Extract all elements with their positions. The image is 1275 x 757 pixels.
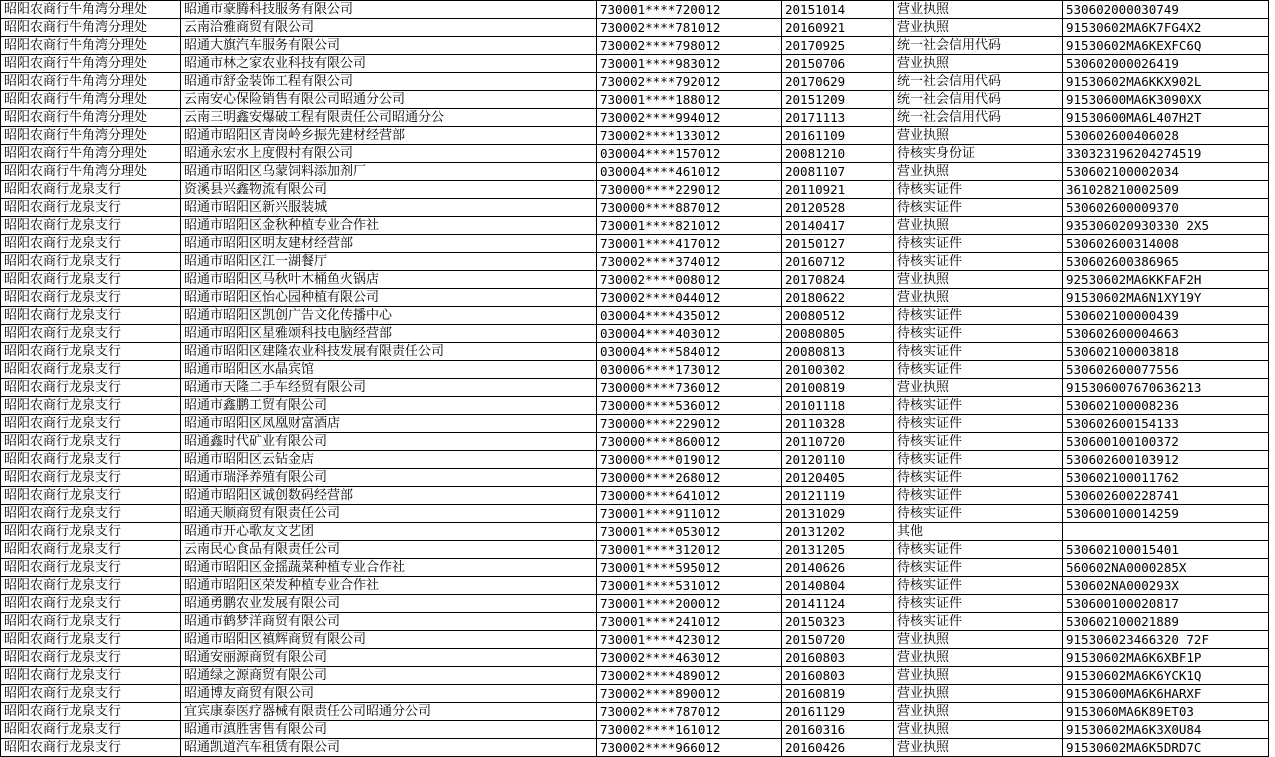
certificate-number-cell[interactable]: 530602100008236 bbox=[1063, 397, 1269, 415]
certificate-type-cell[interactable]: 待核实证件 bbox=[894, 487, 1063, 505]
company-name-cell[interactable]: 昭通市昭阳区云钻金店 bbox=[181, 451, 597, 469]
certificate-type-cell[interactable]: 营业执照 bbox=[894, 721, 1063, 739]
account-number-cell[interactable]: 730000****887012 bbox=[597, 199, 782, 217]
account-number-cell[interactable]: 730001****983012 bbox=[597, 55, 782, 73]
certificate-number-cell[interactable]: 91530602MA6KKX902L bbox=[1063, 73, 1269, 91]
company-name-cell[interactable]: 资溪县兴鑫物流有限公司 bbox=[181, 181, 597, 199]
account-number-cell[interactable]: 730000****019012 bbox=[597, 451, 782, 469]
open-date-cell[interactable]: 20160712 bbox=[782, 253, 894, 271]
certificate-type-cell[interactable]: 待核实证件 bbox=[894, 325, 1063, 343]
certificate-number-cell[interactable]: 560602NA0000285X bbox=[1063, 559, 1269, 577]
branch-cell[interactable]: 昭阳农商行龙泉支行 bbox=[1, 199, 181, 217]
certificate-type-cell[interactable]: 营业执照 bbox=[894, 163, 1063, 181]
company-name-cell[interactable]: 昭通市昭阳区江一湖餐厅 bbox=[181, 253, 597, 271]
branch-cell[interactable]: 昭阳农商行龙泉支行 bbox=[1, 253, 181, 271]
open-date-cell[interactable]: 20161129 bbox=[782, 703, 894, 721]
table-row bbox=[1, 559, 1269, 577]
company-name-cell[interactable]: 昭通市昭阳区青岗岭乡振先建材经营部 bbox=[181, 127, 597, 145]
certificate-number-cell[interactable]: 91530602MA6K6XBF1P bbox=[1063, 649, 1269, 667]
certificate-number-cell[interactable]: 530602600386965 bbox=[1063, 253, 1269, 271]
company-name-cell[interactable]: 昭通市昭阳区金秋种植专业合作社 bbox=[181, 217, 597, 235]
branch-cell[interactable]: 昭阳农商行龙泉支行 bbox=[1, 343, 181, 361]
branch-cell[interactable]: 昭阳农商行龙泉支行 bbox=[1, 289, 181, 307]
open-date-cell[interactable]: 20150720 bbox=[782, 631, 894, 649]
account-number-cell[interactable]: 730000****641012 bbox=[597, 487, 782, 505]
table-row bbox=[1, 451, 1269, 469]
certificate-number-cell[interactable]: 330323196204274519 bbox=[1063, 145, 1269, 163]
branch-cell[interactable]: 昭阳农商行龙泉支行 bbox=[1, 217, 181, 235]
branch-cell[interactable]: 昭阳农商行牛角湾分理处 bbox=[1, 1, 181, 19]
account-number-cell[interactable]: 730002****489012 bbox=[597, 667, 782, 685]
account-number-cell[interactable]: 730001****911012 bbox=[597, 505, 782, 523]
branch-cell[interactable]: 昭阳农商行牛角湾分理处 bbox=[1, 73, 181, 91]
table-row bbox=[1, 487, 1269, 505]
company-name-cell[interactable]: 昭通市瑞泽养殖有限公司 bbox=[181, 469, 597, 487]
certificate-number-cell[interactable]: 915306023466320 72F bbox=[1063, 631, 1269, 649]
certificate-number-cell[interactable]: 530602600077556 bbox=[1063, 361, 1269, 379]
certificate-type-cell[interactable]: 待核实证件 bbox=[894, 307, 1063, 325]
account-number-cell[interactable]: 730000****860012 bbox=[597, 433, 782, 451]
open-date-cell[interactable]: 20080813 bbox=[782, 343, 894, 361]
table-row bbox=[1, 595, 1269, 613]
account-number-cell[interactable]: 730001****053012 bbox=[597, 523, 782, 541]
open-date-cell[interactable]: 20151014 bbox=[782, 1, 894, 19]
certificate-type-cell[interactable]: 待核实身份证 bbox=[894, 145, 1063, 163]
branch-cell[interactable]: 昭阳农商行龙泉支行 bbox=[1, 595, 181, 613]
table-row bbox=[1, 739, 1269, 757]
open-date-cell[interactable]: 20081210 bbox=[782, 145, 894, 163]
certificate-number-cell[interactable]: 530602600103912 bbox=[1063, 451, 1269, 469]
branch-cell[interactable]: 昭阳农商行龙泉支行 bbox=[1, 181, 181, 199]
account-number-cell[interactable]: 730001****188012 bbox=[597, 91, 782, 109]
account-number-cell[interactable]: 730000****229012 bbox=[597, 415, 782, 433]
open-date-cell[interactable]: 20101118 bbox=[782, 397, 894, 415]
certificate-number-cell[interactable]: 530602100011762 bbox=[1063, 469, 1269, 487]
company-name-cell[interactable]: 云南安心保险销售有限公司昭通分公司 bbox=[181, 91, 597, 109]
branch-cell[interactable]: 昭阳农商行龙泉支行 bbox=[1, 649, 181, 667]
table-row bbox=[1, 163, 1269, 181]
open-date-cell[interactable]: 20140804 bbox=[782, 577, 894, 595]
certificate-number-cell[interactable]: 530602100015401 bbox=[1063, 541, 1269, 559]
open-date-cell[interactable]: 20170925 bbox=[782, 37, 894, 55]
table-row bbox=[1, 217, 1269, 235]
certificate-number-cell[interactable]: 91530602MA6K7FG4X2 bbox=[1063, 19, 1269, 37]
company-name-cell[interactable]: 昭通市林之家农业科技有限公司 bbox=[181, 55, 597, 73]
open-date-cell[interactable]: 20160803 bbox=[782, 649, 894, 667]
branch-cell[interactable]: 昭阳农商行龙泉支行 bbox=[1, 379, 181, 397]
certificate-type-cell[interactable]: 待核实证件 bbox=[894, 415, 1063, 433]
certificate-type-cell[interactable]: 营业执照 bbox=[894, 703, 1063, 721]
certificate-number-cell[interactable]: 91530600MA6L407H2T bbox=[1063, 109, 1269, 127]
branch-cell[interactable]: 昭阳农商行龙泉支行 bbox=[1, 505, 181, 523]
branch-cell[interactable]: 昭阳农商行龙泉支行 bbox=[1, 613, 181, 631]
table-row bbox=[1, 577, 1269, 595]
company-name-cell[interactable]: 云南民心食品有限责任公司 bbox=[181, 541, 597, 559]
branch-cell[interactable]: 昭阳农商行牛角湾分理处 bbox=[1, 37, 181, 55]
certificate-type-cell[interactable]: 统一社会信用代码 bbox=[894, 37, 1063, 55]
certificate-number-cell[interactable]: 915306007670636213 bbox=[1063, 379, 1269, 397]
branch-cell[interactable]: 昭阳农商行龙泉支行 bbox=[1, 523, 181, 541]
certificate-number-cell[interactable]: 361028210002509 bbox=[1063, 181, 1269, 199]
certificate-number-cell[interactable]: 935306020930330 2X5 bbox=[1063, 217, 1269, 235]
certificate-type-cell[interactable]: 待核实证件 bbox=[894, 613, 1063, 631]
open-date-cell[interactable]: 20131029 bbox=[782, 505, 894, 523]
branch-cell[interactable]: 昭阳农商行龙泉支行 bbox=[1, 541, 181, 559]
account-number-cell[interactable]: 730001****312012 bbox=[597, 541, 782, 559]
table-row bbox=[1, 1, 1269, 19]
certificate-type-cell[interactable]: 统一社会信用代码 bbox=[894, 73, 1063, 91]
account-number-cell[interactable]: 730001****821012 bbox=[597, 217, 782, 235]
table-row bbox=[1, 415, 1269, 433]
table-row bbox=[1, 649, 1269, 667]
certificate-type-cell[interactable]: 其他 bbox=[894, 523, 1063, 541]
branch-cell[interactable]: 昭阳农商行龙泉支行 bbox=[1, 397, 181, 415]
branch-cell[interactable]: 昭阳农商行牛角湾分理处 bbox=[1, 109, 181, 127]
account-number-cell[interactable]: 730000****536012 bbox=[597, 397, 782, 415]
company-name-cell[interactable]: 昭通市昭阳区星雅颂科技电脑经营部 bbox=[181, 325, 597, 343]
certificate-number-cell[interactable] bbox=[1063, 523, 1269, 541]
account-number-cell[interactable]: 730002****798012 bbox=[597, 37, 782, 55]
certificate-type-cell[interactable]: 待核实证件 bbox=[894, 505, 1063, 523]
account-number-cell[interactable]: 730002****966012 bbox=[597, 739, 782, 757]
company-name-cell[interactable]: 昭通市昭阳区诚创数码经营部 bbox=[181, 487, 597, 505]
branch-cell[interactable]: 昭阳农商行牛角湾分理处 bbox=[1, 91, 181, 109]
account-number-cell[interactable]: 730002****044012 bbox=[597, 289, 782, 307]
account-number-cell[interactable]: 730002****781012 bbox=[597, 19, 782, 37]
certificate-number-cell[interactable]: 530602600004663 bbox=[1063, 325, 1269, 343]
table-row bbox=[1, 433, 1269, 451]
table-row bbox=[1, 523, 1269, 541]
certificate-type-cell[interactable]: 营业执照 bbox=[894, 55, 1063, 73]
open-date-cell[interactable]: 20081107 bbox=[782, 163, 894, 181]
account-number-cell[interactable]: 730002****890012 bbox=[597, 685, 782, 703]
certificate-type-cell[interactable]: 待核实证件 bbox=[894, 235, 1063, 253]
certificate-number-cell[interactable]: 530600100100372 bbox=[1063, 433, 1269, 451]
company-name-cell[interactable]: 昭通大旗汽车服务有限公司 bbox=[181, 37, 597, 55]
account-number-cell[interactable]: 030004****461012 bbox=[597, 163, 782, 181]
table-row bbox=[1, 667, 1269, 685]
company-name-cell[interactable]: 昭通市滇胜害售有限公司 bbox=[181, 721, 597, 739]
table-row bbox=[1, 37, 1269, 55]
certificate-number-cell[interactable]: 530602600009370 bbox=[1063, 199, 1269, 217]
account-number-cell[interactable]: 030004****157012 bbox=[597, 145, 782, 163]
certificate-type-cell[interactable]: 营业执照 bbox=[894, 631, 1063, 649]
branch-cell[interactable]: 昭阳农商行龙泉支行 bbox=[1, 451, 181, 469]
certificate-type-cell[interactable]: 待核实证件 bbox=[894, 433, 1063, 451]
company-name-cell[interactable]: 云南三明鑫安爆破工程有限责任公司昭通分公 bbox=[181, 109, 597, 127]
open-date-cell[interactable]: 20131202 bbox=[782, 523, 894, 541]
open-date-cell[interactable]: 20160803 bbox=[782, 667, 894, 685]
certificate-type-cell[interactable]: 待核实证件 bbox=[894, 181, 1063, 199]
company-name-cell[interactable]: 昭通市昭阳区禛辉商贸有限公司 bbox=[181, 631, 597, 649]
certificate-number-cell[interactable]: 91530600MA6K6HARXF bbox=[1063, 685, 1269, 703]
company-name-cell[interactable]: 昭通市天隆二手车经贸有限公司 bbox=[181, 379, 597, 397]
table-row bbox=[1, 19, 1269, 37]
branch-cell[interactable]: 昭阳农商行龙泉支行 bbox=[1, 685, 181, 703]
open-date-cell[interactable]: 20141124 bbox=[782, 595, 894, 613]
certificate-number-cell[interactable]: 530602NA000293X bbox=[1063, 577, 1269, 595]
company-name-cell[interactable]: 昭通市昭阳区荣发种植专业合作社 bbox=[181, 577, 597, 595]
company-name-cell[interactable]: 昭通市豪腾科技服务有限公司 bbox=[181, 1, 597, 19]
certificate-type-cell[interactable]: 待核实证件 bbox=[894, 577, 1063, 595]
branch-cell[interactable]: 昭阳农商行龙泉支行 bbox=[1, 487, 181, 505]
account-number-cell[interactable]: 730002****994012 bbox=[597, 109, 782, 127]
certificate-number-cell[interactable]: 530602100000439 bbox=[1063, 307, 1269, 325]
certificate-type-cell[interactable]: 待核实证件 bbox=[894, 595, 1063, 613]
company-name-cell[interactable]: 昭通市昭阳区怡心园种植有限公司 bbox=[181, 289, 597, 307]
certificate-type-cell[interactable]: 营业执照 bbox=[894, 19, 1063, 37]
open-date-cell[interactable]: 20120405 bbox=[782, 469, 894, 487]
certificate-type-cell[interactable]: 营业执照 bbox=[894, 685, 1063, 703]
table-row bbox=[1, 631, 1269, 649]
account-number-cell[interactable]: 730001****200012 bbox=[597, 595, 782, 613]
certificate-type-cell[interactable]: 营业执照 bbox=[894, 289, 1063, 307]
branch-cell[interactable]: 昭阳农商行龙泉支行 bbox=[1, 739, 181, 757]
company-name-cell[interactable]: 昭通天顺商贸有限责任公司 bbox=[181, 505, 597, 523]
certificate-number-cell[interactable]: 91530602MA6K6YCK1Q bbox=[1063, 667, 1269, 685]
open-date-cell[interactable]: 20160316 bbox=[782, 721, 894, 739]
table-row bbox=[1, 613, 1269, 631]
open-date-cell[interactable]: 20150706 bbox=[782, 55, 894, 73]
branch-cell[interactable]: 昭阳农商行龙泉支行 bbox=[1, 235, 181, 253]
open-date-cell[interactable]: 20160426 bbox=[782, 739, 894, 757]
branch-cell[interactable]: 昭阳农商行龙泉支行 bbox=[1, 469, 181, 487]
table-row bbox=[1, 73, 1269, 91]
table-row bbox=[1, 109, 1269, 127]
company-name-cell[interactable]: 昭通市昭阳区水晶宾馆 bbox=[181, 361, 597, 379]
certificate-type-cell[interactable]: 待核实证件 bbox=[894, 469, 1063, 487]
certificate-number-cell[interactable]: 530602600228741 bbox=[1063, 487, 1269, 505]
table-row bbox=[1, 307, 1269, 325]
certificate-number-cell[interactable]: 91530600MA6K3090XX bbox=[1063, 91, 1269, 109]
branch-cell[interactable]: 昭阳农商行龙泉支行 bbox=[1, 433, 181, 451]
certificate-number-cell[interactable]: 530602600314008 bbox=[1063, 235, 1269, 253]
company-name-cell[interactable]: 昭通市开心歌友文艺团 bbox=[181, 523, 597, 541]
account-number-cell[interactable]: 730001****241012 bbox=[597, 613, 782, 631]
table-row bbox=[1, 361, 1269, 379]
company-name-cell[interactable]: 昭通勇鹏农业发展有限公司 bbox=[181, 595, 597, 613]
open-date-cell[interactable]: 20180622 bbox=[782, 289, 894, 307]
branch-cell[interactable]: 昭阳农商行龙泉支行 bbox=[1, 415, 181, 433]
account-number-cell[interactable]: 730002****374012 bbox=[597, 253, 782, 271]
company-name-cell[interactable]: 云南洽雅商贸有限公司 bbox=[181, 19, 597, 37]
branch-cell[interactable]: 昭阳农商行龙泉支行 bbox=[1, 559, 181, 577]
certificate-number-cell[interactable]: 9153060MA6K89ET03 bbox=[1063, 703, 1269, 721]
table-row bbox=[1, 127, 1269, 145]
certificate-type-cell[interactable]: 待核实证件 bbox=[894, 361, 1063, 379]
account-number-cell[interactable]: 730001****531012 bbox=[597, 577, 782, 595]
branch-cell[interactable]: 昭阳农商行牛角湾分理处 bbox=[1, 127, 181, 145]
table-row bbox=[1, 145, 1269, 163]
table-row bbox=[1, 469, 1269, 487]
certificate-type-cell[interactable]: 营业执照 bbox=[894, 649, 1063, 667]
certificate-type-cell[interactable]: 待核实证件 bbox=[894, 541, 1063, 559]
company-name-cell[interactable]: 昭通市昭阳区明友建材经营部 bbox=[181, 235, 597, 253]
branch-cell[interactable]: 昭阳农商行牛角湾分理处 bbox=[1, 145, 181, 163]
table-row bbox=[1, 253, 1269, 271]
table-row bbox=[1, 721, 1269, 739]
account-number-cell[interactable]: 730001****720012 bbox=[597, 1, 782, 19]
account-number-cell[interactable]: 730001****417012 bbox=[597, 235, 782, 253]
table-row bbox=[1, 199, 1269, 217]
table-row bbox=[1, 685, 1269, 703]
table-row bbox=[1, 289, 1269, 307]
open-date-cell[interactable]: 20170629 bbox=[782, 73, 894, 91]
account-number-cell[interactable]: 730002****161012 bbox=[597, 721, 782, 739]
certificate-type-cell[interactable]: 营业执照 bbox=[894, 667, 1063, 685]
branch-cell[interactable]: 昭阳农商行龙泉支行 bbox=[1, 271, 181, 289]
certificate-type-cell[interactable]: 待核实证件 bbox=[894, 253, 1063, 271]
branch-cell[interactable]: 昭阳农商行牛角湾分理处 bbox=[1, 19, 181, 37]
company-name-cell[interactable]: 昭通绿之源商贸有限公司 bbox=[181, 667, 597, 685]
table-row bbox=[1, 343, 1269, 361]
account-number-cell[interactable]: 730001****595012 bbox=[597, 559, 782, 577]
certificate-type-cell[interactable]: 营业执照 bbox=[894, 379, 1063, 397]
open-date-cell[interactable]: 20131205 bbox=[782, 541, 894, 559]
certificate-type-cell[interactable]: 待核实证件 bbox=[894, 199, 1063, 217]
open-date-cell[interactable]: 20140626 bbox=[782, 559, 894, 577]
branch-cell[interactable]: 昭阳农商行龙泉支行 bbox=[1, 631, 181, 649]
account-number-cell[interactable]: 730002****463012 bbox=[597, 649, 782, 667]
certificate-type-cell[interactable]: 统一社会信用代码 bbox=[894, 91, 1063, 109]
account-number-cell[interactable]: 030004****403012 bbox=[597, 325, 782, 343]
open-date-cell[interactable]: 20170824 bbox=[782, 271, 894, 289]
account-number-cell[interactable]: 030004****584012 bbox=[597, 343, 782, 361]
company-name-cell[interactable]: 宜宾康泰医疗器械有限责任公司昭通分公司 bbox=[181, 703, 597, 721]
branch-cell[interactable]: 昭阳农商行龙泉支行 bbox=[1, 361, 181, 379]
certificate-type-cell[interactable]: 待核实证件 bbox=[894, 451, 1063, 469]
open-date-cell[interactable]: 20120110 bbox=[782, 451, 894, 469]
company-name-cell[interactable]: 昭通市昭阳区马秋叶木桶鱼火锅店 bbox=[181, 271, 597, 289]
certificate-type-cell[interactable]: 营业执照 bbox=[894, 1, 1063, 19]
certificate-number-cell[interactable]: 92530602MA6KKFAF2H bbox=[1063, 271, 1269, 289]
table-row bbox=[1, 379, 1269, 397]
open-date-cell[interactable]: 20080512 bbox=[782, 307, 894, 325]
company-name-cell[interactable]: 昭通市昭阳区凯创广告文化传播中心 bbox=[181, 307, 597, 325]
account-number-cell[interactable]: 730001****423012 bbox=[597, 631, 782, 649]
certificate-number-cell[interactable]: 530602600154133 bbox=[1063, 415, 1269, 433]
account-number-cell[interactable]: 730002****787012 bbox=[597, 703, 782, 721]
branch-cell[interactable]: 昭阳农商行龙泉支行 bbox=[1, 667, 181, 685]
open-date-cell[interactable]: 20121119 bbox=[782, 487, 894, 505]
certificate-type-cell[interactable]: 待核实证件 bbox=[894, 559, 1063, 577]
company-name-cell[interactable]: 昭通市鹤梦洋商贸有限公司 bbox=[181, 613, 597, 631]
certificate-number-cell[interactable]: 530602000026419 bbox=[1063, 55, 1269, 73]
branch-cell[interactable]: 昭阳农商行龙泉支行 bbox=[1, 577, 181, 595]
certificate-number-cell[interactable]: 530602100021889 bbox=[1063, 613, 1269, 631]
certificate-number-cell[interactable]: 530600100014259 bbox=[1063, 505, 1269, 523]
company-name-cell[interactable]: 昭通市昭阳区凤凰财富酒店 bbox=[181, 415, 597, 433]
table-row bbox=[1, 325, 1269, 343]
certificate-number-cell[interactable]: 530600100020817 bbox=[1063, 595, 1269, 613]
open-date-cell[interactable]: 20150323 bbox=[782, 613, 894, 631]
table-row bbox=[1, 181, 1269, 199]
table-row bbox=[1, 541, 1269, 559]
company-name-cell[interactable]: 昭通市昭阳区金摇蔬菜种植专业合作社 bbox=[181, 559, 597, 577]
certificate-type-cell[interactable]: 营业执照 bbox=[894, 217, 1063, 235]
open-date-cell[interactable]: 20150127 bbox=[782, 235, 894, 253]
branch-cell[interactable]: 昭阳农商行龙泉支行 bbox=[1, 307, 181, 325]
account-number-cell[interactable]: 730002****133012 bbox=[597, 127, 782, 145]
certificate-number-cell[interactable]: 91530602MA6K5DRD7C bbox=[1063, 739, 1269, 757]
company-name-cell[interactable]: 昭通凯道汽车租赁有限公司 bbox=[181, 739, 597, 757]
account-number-cell[interactable]: 730000****268012 bbox=[597, 469, 782, 487]
account-number-cell[interactable]: 730002****008012 bbox=[597, 271, 782, 289]
table-row bbox=[1, 505, 1269, 523]
open-date-cell[interactable]: 20120528 bbox=[782, 199, 894, 217]
certificate-number-cell[interactable]: 91530602MA6N1XY19Y bbox=[1063, 289, 1269, 307]
open-date-cell[interactable]: 20140417 bbox=[782, 217, 894, 235]
account-number-cell[interactable]: 730000****736012 bbox=[597, 379, 782, 397]
certificate-number-cell[interactable]: 530602100003818 bbox=[1063, 343, 1269, 361]
table-row bbox=[1, 55, 1269, 73]
certificate-number-cell[interactable]: 530602100002034 bbox=[1063, 163, 1269, 181]
company-name-cell[interactable]: 昭通市舒金装饰工程有限公司 bbox=[181, 73, 597, 91]
open-date-cell[interactable]: 20160921 bbox=[782, 19, 894, 37]
table-row bbox=[1, 235, 1269, 253]
company-name-cell[interactable]: 昭通市昭阳区新兴服装城 bbox=[181, 199, 597, 217]
company-name-cell[interactable]: 昭通永宏水上度假村有限公司 bbox=[181, 145, 597, 163]
branch-cell[interactable]: 昭阳农商行龙泉支行 bbox=[1, 325, 181, 343]
company-name-cell[interactable]: 昭通博友商贸有限公司 bbox=[181, 685, 597, 703]
branch-cell[interactable]: 昭阳农商行牛角湾分理处 bbox=[1, 163, 181, 181]
account-number-cell[interactable]: 030004****435012 bbox=[597, 307, 782, 325]
branch-cell[interactable]: 昭阳农商行牛角湾分理处 bbox=[1, 55, 181, 73]
certificate-number-cell[interactable]: 91530602MA6KEXFC6Q bbox=[1063, 37, 1269, 55]
open-date-cell[interactable]: 20110921 bbox=[782, 181, 894, 199]
branch-cell[interactable]: 昭阳农商行龙泉支行 bbox=[1, 703, 181, 721]
company-name-cell[interactable]: 昭通安丽源商贸有限公司 bbox=[181, 649, 597, 667]
certificate-number-cell[interactable]: 530602000030749 bbox=[1063, 1, 1269, 19]
branch-cell[interactable]: 昭阳农商行龙泉支行 bbox=[1, 721, 181, 739]
account-number-cell[interactable]: 730002****792012 bbox=[597, 73, 782, 91]
open-date-cell[interactable]: 20110720 bbox=[782, 433, 894, 451]
certificate-number-cell[interactable]: 91530602MA6K3X0U84 bbox=[1063, 721, 1269, 739]
open-date-cell[interactable]: 20100819 bbox=[782, 379, 894, 397]
table-row bbox=[1, 91, 1269, 109]
open-date-cell[interactable]: 20080805 bbox=[782, 325, 894, 343]
table-row bbox=[1, 271, 1269, 289]
certificate-type-cell[interactable]: 统一社会信用代码 bbox=[894, 109, 1063, 127]
open-date-cell[interactable]: 20110328 bbox=[782, 415, 894, 433]
open-date-cell[interactable]: 20160819 bbox=[782, 685, 894, 703]
certificate-type-cell[interactable]: 营业执照 bbox=[894, 127, 1063, 145]
certificate-type-cell[interactable]: 待核实证件 bbox=[894, 343, 1063, 361]
certificate-type-cell[interactable]: 营业执照 bbox=[894, 739, 1063, 757]
open-date-cell[interactable]: 20100302 bbox=[782, 361, 894, 379]
certificate-type-cell[interactable]: 营业执照 bbox=[894, 271, 1063, 289]
company-name-cell[interactable]: 昭通市鑫鹏工贸有限公司 bbox=[181, 397, 597, 415]
account-number-cell[interactable]: 030006****173012 bbox=[597, 361, 782, 379]
certificate-type-cell[interactable]: 待核实证件 bbox=[894, 397, 1063, 415]
company-name-cell[interactable]: 昭通市昭阳区乌蒙饲料添加剂厂 bbox=[181, 163, 597, 181]
certificate-number-cell[interactable]: 530602600406028 bbox=[1063, 127, 1269, 145]
open-date-cell[interactable]: 20161109 bbox=[782, 127, 894, 145]
table-body bbox=[1, 1, 1269, 757]
open-date-cell[interactable]: 20171113 bbox=[782, 109, 894, 127]
account-number-cell[interactable]: 730000****229012 bbox=[597, 181, 782, 199]
company-name-cell[interactable]: 昭通市昭阳区建隆农业科技发展有限责任公司 bbox=[181, 343, 597, 361]
company-name-cell[interactable]: 昭通鑫时代矿业有限公司 bbox=[181, 433, 597, 451]
open-date-cell[interactable]: 20151209 bbox=[782, 91, 894, 109]
table-row bbox=[1, 397, 1269, 415]
table-row bbox=[1, 703, 1269, 721]
